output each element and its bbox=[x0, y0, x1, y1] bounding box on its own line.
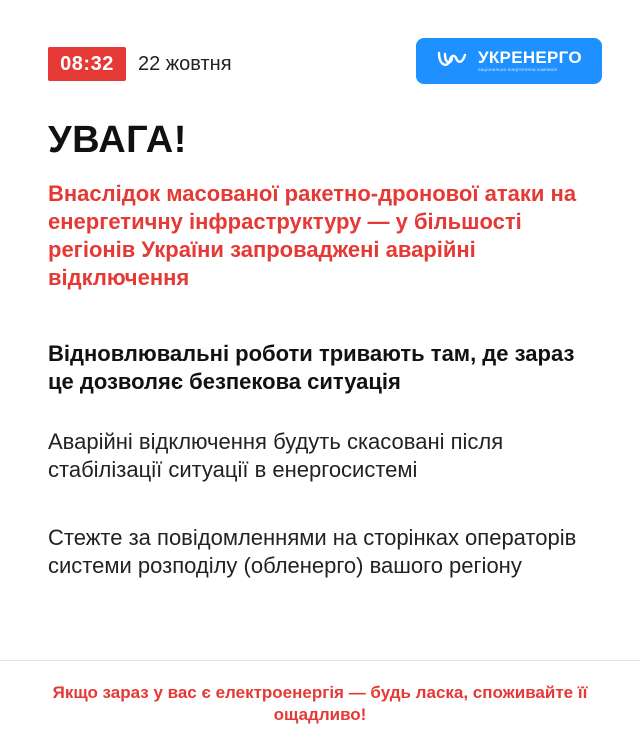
divider bbox=[0, 660, 640, 661]
logo-tagline: національна енергетична компанія bbox=[478, 67, 558, 72]
info-paragraph: Аварійні відключення будуть скасовані після стабілізації ситуації в енергосистемі bbox=[48, 429, 504, 482]
header bbox=[48, 44, 602, 88]
time-badge: 08:32 bbox=[48, 47, 126, 81]
logo-name: УКРЕНЕРГО bbox=[478, 48, 582, 67]
ukrenergo-logo bbox=[416, 38, 602, 84]
ukrenergo-logo-icon bbox=[436, 50, 468, 72]
bold-paragraph: Відновлювальні роботи тривають там, де зараз це дозволяє безпекова ситуація bbox=[48, 341, 575, 394]
info-paragraph: Стежте за повідомленнями на сторінках операторів системи розподілу (обленерго) вашого регіону bbox=[48, 525, 577, 578]
page-title: УВАГА! bbox=[48, 119, 187, 161]
footer-note: Якщо зараз у вас є електроенергія — будь ласка, споживайте її ощадливо! bbox=[52, 683, 588, 724]
logo-text bbox=[478, 49, 582, 73]
lead-paragraph: Внаслідок масованої ракетно-дронової атаки на енергетичну інфраструктуру — у більшості регіонів України запроваджені аварійні відключення bbox=[48, 181, 577, 290]
date-label: 22 жовтня bbox=[138, 53, 232, 75]
